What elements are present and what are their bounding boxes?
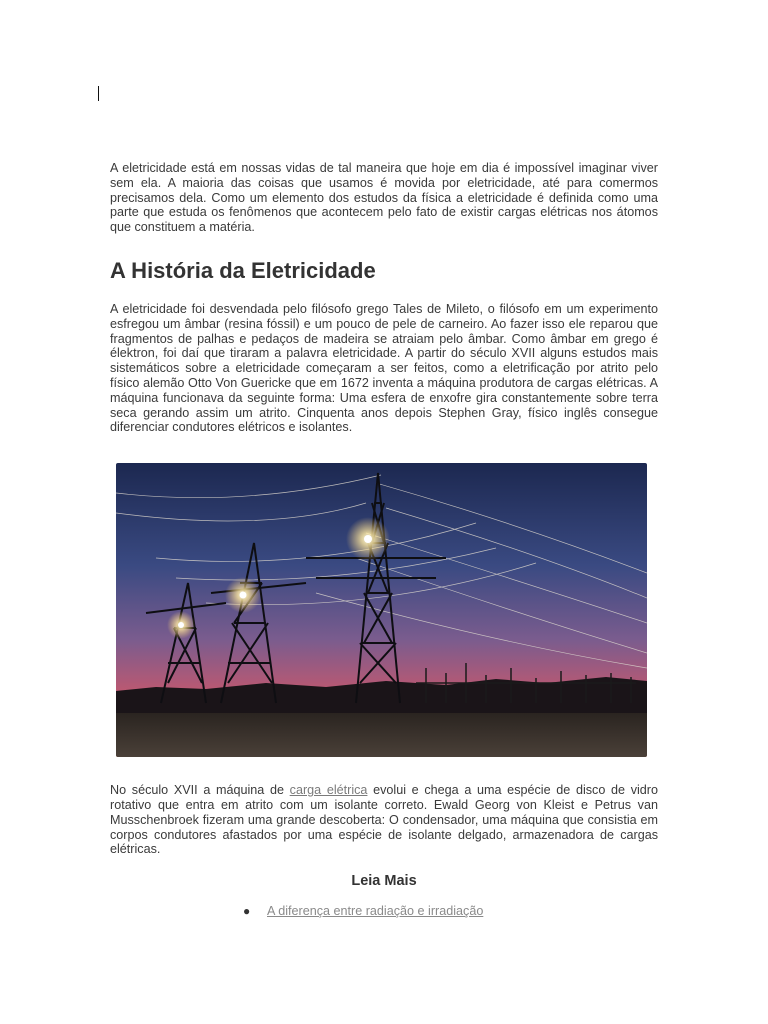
article-content (110, 161, 658, 919)
power-substation-photo (116, 463, 647, 757)
related-link-radiacao[interactable]: A diferença entre radiação e irradiação (267, 904, 484, 919)
history-paragraph: A eletricidade foi desvendada pelo filósofo grego Tales de Mileto, o filósofo em um experimento esfregou um âmbar (resina fóssil) e um pouco de pele de carneiro. Ao fazer isso ele reparou que fragmentos de palhas e pedaços de madeira se atraiam pelo âmbar. Como âmbar em grego é élektron, foi daí que tiraram a palavra eletricidade. A partir do século XVII alguns estudos mais sistemáticos sobre a eletricidade começaram a ser feitos, como a eletrificação por atrito pelo físico alemão Otto Von Guericke que em 1672 inventa a máquina produtora de cargas elétricas. A máquina funcionava da seguinte forma: Uma esfera de enxofre gira constantemente sobre terra seca gerando assim um atrito. Cinquenta anos depois Stephen Gray, físico inglês consegue diferenciar condutores elétricos e isolantes. (110, 301, 658, 435)
related-links-list (110, 903, 658, 919)
condenser-text-end: evolui e chega a uma espécie de disco de vidro rotativo que entra em atrito com um isolante correto. Ewald Georg von Kleist e Petrus van Musschenbroek fizeram uma grande descoberta: O condensador, uma máquina que consistia em corpos condutores afastados por uma espécie de isolante delgado, armazenadora de cargas elétricas. (110, 783, 658, 857)
leia-mais-heading: Leia Mais (351, 873, 417, 890)
intro-paragraph: A eletricidade está em nossas vidas de tal maneira que hoje em dia é impossível imaginar viver sem ela. A maioria das coisas que usamos é movida por eletricidade, até para comermos precisamos dela. Como um elemento dos estudos da física a eletricidade é definida como uma parte que estuda os fenômenos que acontecem pelo fato de existir cargas elétricas nos átomos que constituem a matéria. (110, 161, 658, 235)
carga-eletrica-link[interactable]: carga elétrica (289, 783, 368, 798)
text-cursor (98, 86, 99, 101)
list-item (110, 903, 658, 919)
condenser-text-start: No século XVII a máquina de (110, 783, 290, 798)
condenser-paragraph (110, 783, 658, 857)
section-title: A História da Eletricidade (110, 257, 376, 283)
bullet-icon: ● (243, 904, 251, 919)
